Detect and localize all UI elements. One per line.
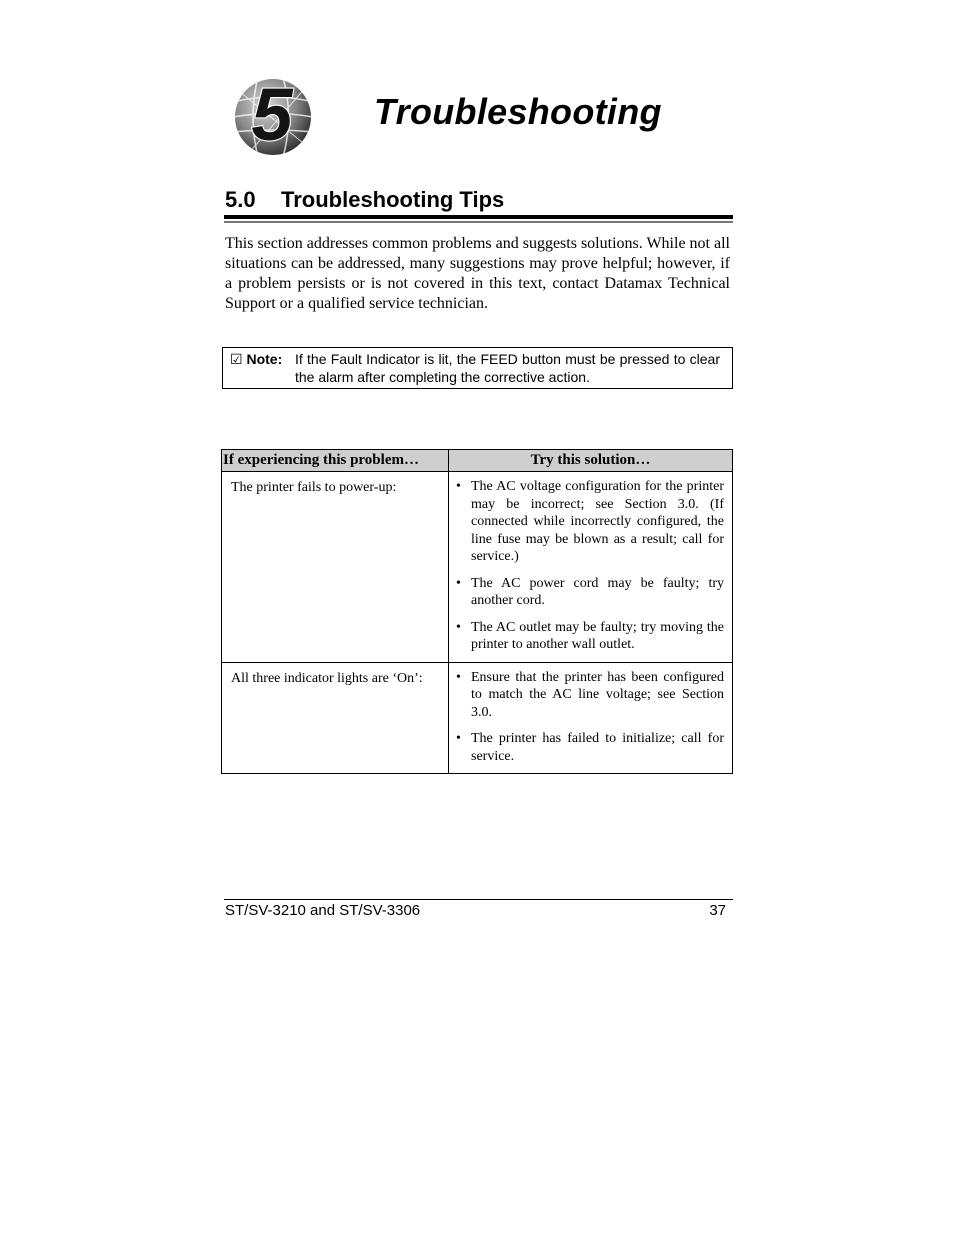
note-box: [222, 347, 733, 389]
section-title: Troubleshooting Tips: [281, 187, 505, 212]
solution-cell: [449, 662, 733, 774]
chapter-title: Troubleshooting: [374, 91, 662, 132]
footer-divider: [224, 899, 733, 900]
section-number: 5.0: [225, 187, 256, 212]
column-header-problem: If experiencing this problem…: [222, 450, 449, 472]
chapter-number: 5: [251, 73, 293, 156]
solution-item: • Ensure that the printer has been configured to match the AC line voltage; see Section 3.0.: [456, 669, 724, 722]
column-header-solution: Try this solution…: [449, 450, 733, 472]
troubleshooting-table: [221, 449, 733, 774]
table-row: [222, 472, 733, 663]
section-heading: [225, 186, 733, 214]
solution-item: • The AC outlet may be faulty; try moving the printer to another wall outlet.: [456, 619, 724, 654]
solution-list: [456, 669, 724, 766]
note-text: If the Fault Indicator is lit, the FEED button must be pressed to clear the alarm after completing the corrective action.: [295, 351, 720, 385]
solution-item: • The AC voltage configuration for the printer may be incorrect; see Section 3.0. (If connected while incorrectly configured, the line fuse may be blown as a result; call for service.): [456, 478, 724, 566]
checkbox-icon: ☑: [230, 351, 243, 367]
chapter-number-emblem: [228, 72, 314, 158]
solution-item: • The AC power cord may be faulty; try another cord.: [456, 575, 724, 610]
table-header-row: [222, 450, 733, 472]
note-label-group: [230, 350, 282, 368]
problem-cell: The printer fails to power-up:: [222, 472, 449, 663]
heading-divider: [224, 215, 733, 222]
note-label: Note:: [246, 351, 283, 367]
page-number: 37: [709, 902, 726, 919]
solution-item: • The printer has failed to initialize; call for service.: [456, 730, 724, 765]
intro-paragraph: This section addresses common problems and suggests solutions. While not all situations can be addressed, many suggestions may prove helpful; however, if a problem persists or is not covered in this text, contact Datamax Technical Support or a qualified service technician.: [225, 235, 730, 312]
solution-cell: [449, 472, 733, 663]
footer-title: ST/SV-3210 and ST/SV-3306: [225, 902, 421, 919]
problem-cell: All three indicator lights are ‘On’:: [222, 662, 449, 774]
solution-list: [456, 478, 724, 654]
table-row: [222, 662, 733, 774]
